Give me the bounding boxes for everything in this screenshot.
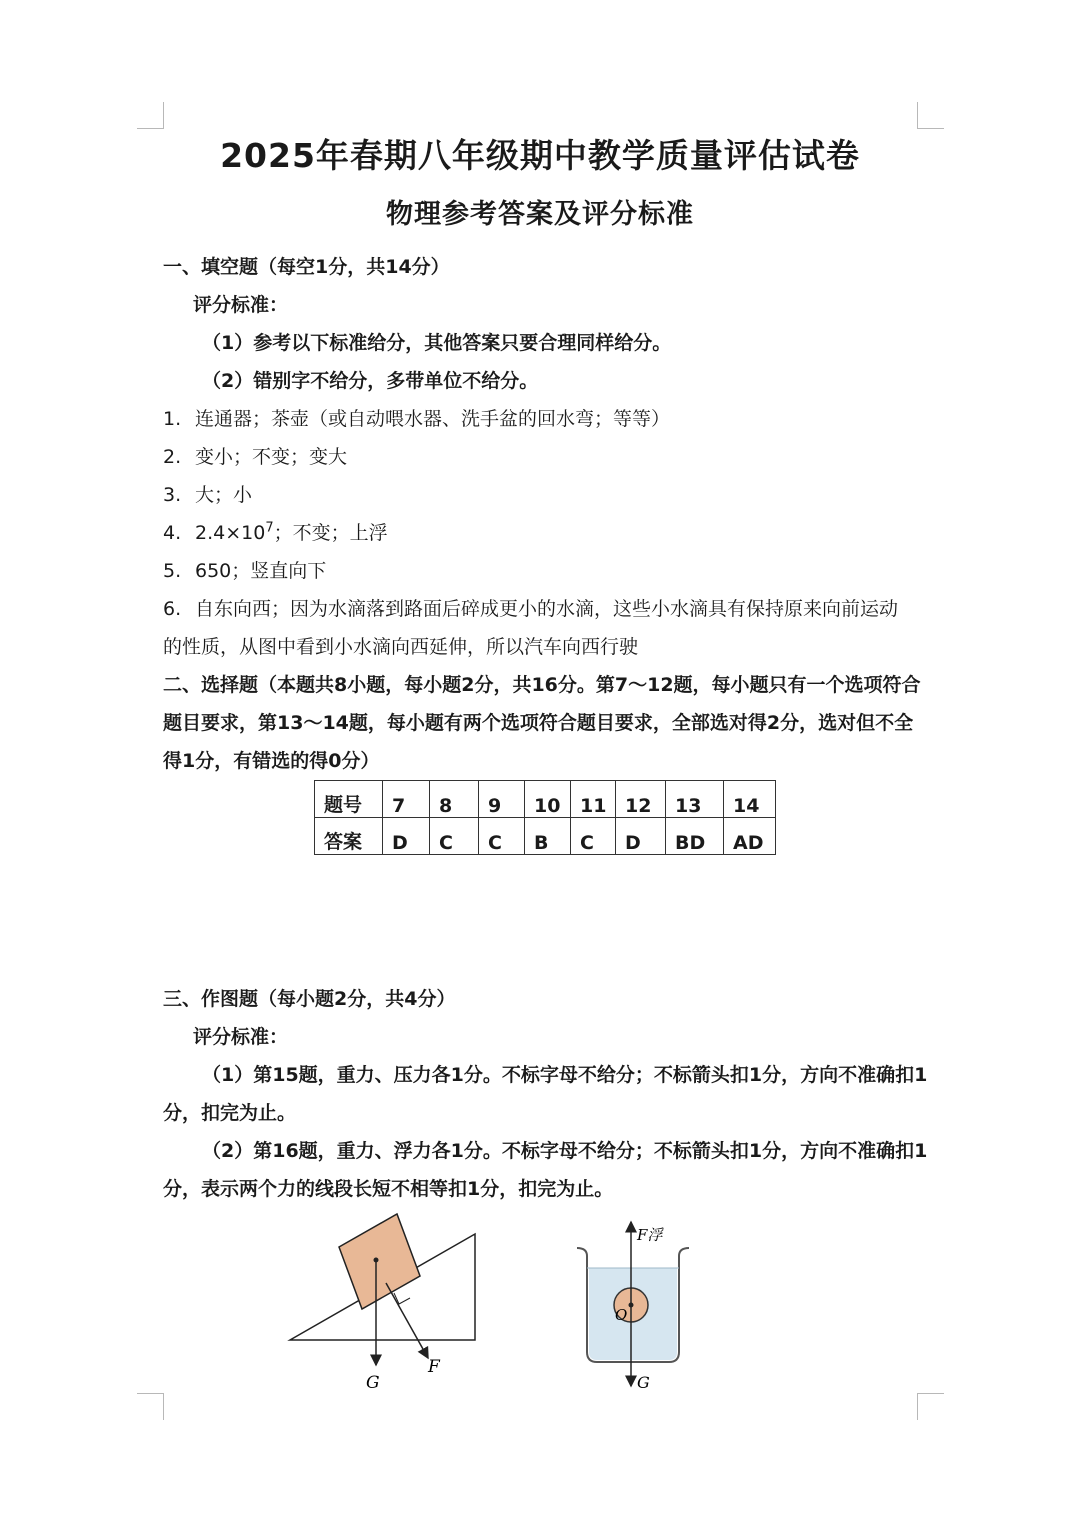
section1-criteria-label: 评分标准： [193,294,289,316]
incline-force-diagram [280,1210,500,1400]
table-cell: AD [724,818,776,855]
table-cell: B [525,818,571,855]
answer-item-2 [163,444,923,470]
pressure-arrow [386,1283,428,1358]
section2-heading-line3: 得1分，有错选的得0分） [163,750,380,772]
table-cell: 9 [479,781,525,818]
table-cell: BD [666,818,724,855]
section2-heading-line1: 二、选择题（本题共8小题，每小题2分，共16分。第7～12题，每小题只有一个选项符合 [163,674,921,696]
center-label: O [615,1306,628,1324]
table-cell: 11 [571,781,616,818]
answer-exponent: 7 [265,520,274,536]
answer-item-1 [163,406,923,432]
answer-item-3 [163,482,923,508]
answer-base: 2.4×10 [195,522,266,544]
buoyancy-force-diagram [565,1212,695,1392]
table-cell: C [430,818,479,855]
answer-number: 5. [163,560,182,582]
pressure-label: F [428,1357,440,1377]
table-cell: 8 [430,781,479,818]
gravity-label: G [366,1373,380,1393]
answer-number: 6. [163,598,182,620]
section3-rule1-line1: （1）第15题，重力、压力各1分。不标字母不给分；不标箭头扣1分，方向不准确扣1 [202,1064,928,1086]
page-title: 2025年春期八年级期中教学质量评估试卷 [220,136,860,175]
table-row-numbers [315,781,776,818]
table-cell: 13 [666,781,724,818]
section3-criteria-label: 评分标准： [193,1026,289,1048]
section3-rule2-line1: （2）第16题，重力、浮力各1分。不标字母不给分；不标箭头扣1分，方向不准确扣1 [202,1140,928,1162]
answer-item-5 [163,558,923,584]
gravity-label: G [637,1373,650,1392]
answer-text: 变小；不变；变大 [195,446,348,468]
corner-mark-bottom-left [137,1393,164,1420]
center-dot [629,1303,634,1308]
buoyancy-label: F浮 [637,1226,663,1244]
answer-text: 连通器；茶壶（或自动喂水器、洗手盆的回水弯；等等） [195,408,671,430]
section1-rule2: （2）错别字不给分，多带单位不给分。 [202,370,539,392]
table-cell: C [479,818,525,855]
table-cell: 14 [724,781,776,818]
page-subtitle: 物理参考答案及评分标准 [386,199,694,230]
answer-item-4 [163,520,923,546]
table-header-cell: 题号 [315,781,383,818]
answer-rest: ；不变；上浮 [273,522,388,544]
corner-mark-top-left [137,102,164,129]
section2-heading-line2: 题目要求，第13～14题，每小题有两个选项符合题目要求，全部选对得2分，选对但不全 [163,712,914,734]
answer-item-6 [163,596,923,622]
table-cell: D [383,818,430,855]
section3-rule2-line2: 分，表示两个力的线段长短不相等扣1分，扣完为止。 [163,1178,614,1200]
table-row-answers [315,818,776,855]
center-dot [374,1258,379,1263]
answer-item-6-continued: 的性质，从图中看到小水滴向西延伸，所以汽车向西行驶 [163,636,639,658]
corner-mark-bottom-right [917,1393,944,1420]
table-cell: 10 [525,781,571,818]
corner-mark-top-right [917,102,944,129]
table-cell: C [571,818,616,855]
answer-text: 自东向西；因为水滴落到路面后碎成更小的水滴，这些小水滴具有保持原来向前运动 [195,598,899,620]
section1-rule1: （1）参考以下标准给分，其他答案只要合理同样给分。 [202,332,672,354]
table-cell: 7 [383,781,430,818]
section1-heading: 一、填空题（每空1分，共14分） [163,256,450,278]
answer-number: 4. [163,522,182,544]
answer-text: 650；竖直向下 [195,560,327,582]
block [339,1214,420,1309]
answer-number: 1. [163,408,182,430]
section3-heading: 三、作图题（每小题2分，共4分） [163,988,456,1010]
answer-number: 2. [163,446,182,468]
answer-number: 3. [163,484,182,506]
answer-text: 大；小 [195,484,253,506]
table-cell: 12 [616,781,666,818]
answer-table [314,780,776,855]
table-header-cell: 答案 [315,818,383,855]
section3-rule1-line2: 分，扣完为止。 [163,1102,297,1124]
table-cell: D [616,818,666,855]
